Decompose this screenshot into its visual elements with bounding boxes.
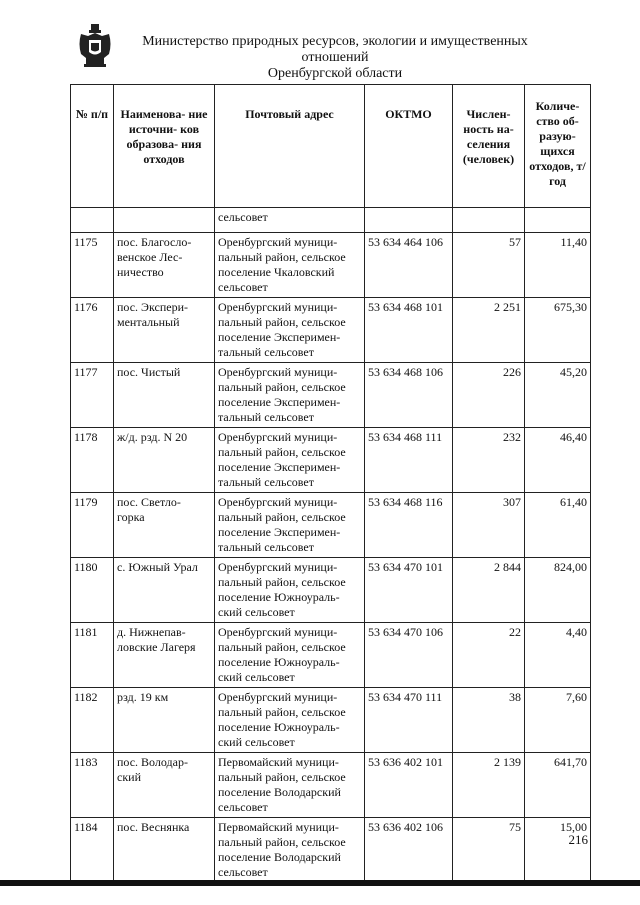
cell-source-name: пос. Светло- горка xyxy=(114,493,215,558)
col-header-address: Почтовый адрес xyxy=(215,85,365,208)
header-ministry-line: Министерство природных ресурсов, экологии и имущественных отношений xyxy=(142,34,528,65)
cell-waste: 4,40 xyxy=(525,623,591,688)
col-header-waste: Количе- ство об- разую- щихся отходов, т/год xyxy=(525,85,591,208)
cell-oktmo: 53 634 468 101 xyxy=(365,298,453,363)
cell-population: 2 844 xyxy=(453,558,525,623)
table-row xyxy=(71,818,591,883)
cell-waste: 7,60 xyxy=(525,688,591,753)
cell-address: Оренбургский муници- пальный район, сельское поселение Эксперимен- тальный сельсовет xyxy=(215,298,365,363)
cell-address: Оренбургский муници- пальный район, сельское поселение Эксперимен- тальный сельсовет xyxy=(215,493,365,558)
cell-population: 307 xyxy=(453,493,525,558)
cell-oktmo: 53 634 464 106 xyxy=(365,233,453,298)
table-row xyxy=(71,493,591,558)
table-row xyxy=(71,558,591,623)
cell-waste: 15,00 xyxy=(525,818,591,883)
col-header-population: Числен- ность на- селения (человек) xyxy=(453,85,525,208)
cell-number: 1182 xyxy=(71,688,114,753)
cell-oktmo: 53 636 402 101 xyxy=(365,753,453,818)
cell-source-name: пос. Чистый xyxy=(114,363,215,428)
cell-number: 1177 xyxy=(71,363,114,428)
cell-source-name: пос. Володар- ский xyxy=(114,753,215,818)
coat-of-arms-icon xyxy=(78,24,112,68)
table-row xyxy=(71,753,591,818)
table-row xyxy=(71,298,591,363)
cell-address: Оренбургский муници- пальный район, сельское поселение Южноураль- ский сельсовет xyxy=(215,558,365,623)
table-row xyxy=(71,428,591,493)
cell-number: 1175 xyxy=(71,233,114,298)
cell-number: 1181 xyxy=(71,623,114,688)
header-region-line: Оренбургской области xyxy=(267,66,403,81)
cell-number: 1183 xyxy=(71,753,114,818)
cell-oktmo: 53 634 468 116 xyxy=(365,493,453,558)
cell-waste: 45,20 xyxy=(525,363,591,428)
cell-population: 2 251 xyxy=(453,298,525,363)
cell-oktmo: 53 634 468 111 xyxy=(365,428,453,493)
cell-address: Оренбургский муници- пальный район, сельское поселение Эксперимен- тальный сельсовет xyxy=(215,428,365,493)
cell-oktmo: 53 634 470 101 xyxy=(365,558,453,623)
cell-population: 232 xyxy=(453,428,525,493)
table-row xyxy=(71,363,591,428)
cell-source-name: д. Нижнепав- ловские Лагеря xyxy=(114,623,215,688)
cell-source-name: пос. Веснянка xyxy=(114,818,215,883)
table-row xyxy=(71,233,591,298)
cell-population: 75 xyxy=(453,818,525,883)
cell-waste: 11,40 xyxy=(525,233,591,298)
cell-address: Оренбургский муници- пальный район, сельское поселение Эксперимен- тальный сельсовет xyxy=(215,363,365,428)
cell-oktmo: 53 634 470 111 xyxy=(365,688,453,753)
cell-population: 226 xyxy=(453,363,525,428)
cell-address: Первомайский муници- пальный район, сельское поселение Володарский сельсовет xyxy=(215,753,365,818)
cell-population: 2 139 xyxy=(453,753,525,818)
table-row xyxy=(71,623,591,688)
cell-population: 38 xyxy=(453,688,525,753)
cell-waste: 61,40 xyxy=(525,493,591,558)
cell-waste: 641,70 xyxy=(525,753,591,818)
cell-number: 1178 xyxy=(71,428,114,493)
cell-population: 57 xyxy=(453,233,525,298)
cell-source-name: ж/д. рзд. N 20 xyxy=(114,428,215,493)
carry-over-text: сельсовет xyxy=(215,208,365,233)
cell-population: 22 xyxy=(453,623,525,688)
col-header-oktmo: ОКТМО xyxy=(365,85,453,208)
cell-source-name: пос. Экспери- ментальный xyxy=(114,298,215,363)
table-header-row xyxy=(71,85,591,208)
cell-address: Первомайский муници- пальный район, сельское поселение Володарский сельсовет xyxy=(215,818,365,883)
col-header-number: № п/п xyxy=(71,85,114,208)
waste-sources-table xyxy=(70,84,591,883)
cell-waste: 824,00 xyxy=(525,558,591,623)
cell-address: Оренбургский муници- пальный район, сельское поселение Южноураль- ский сельсовет xyxy=(215,688,365,753)
cell-waste: 46,40 xyxy=(525,428,591,493)
cell-waste: 675,30 xyxy=(525,298,591,363)
cell-source-name: пос. Благосло- венское Лес- ничество xyxy=(114,233,215,298)
cell-number: 1179 xyxy=(71,493,114,558)
table-row xyxy=(71,688,591,753)
col-header-source-name: Наименова- ние источни- ков образова- ния отходов xyxy=(114,85,215,208)
cell-oktmo: 53 634 468 106 xyxy=(365,363,453,428)
document-header xyxy=(120,34,550,82)
page-number: 216 xyxy=(568,832,588,847)
cell-number: 1184 xyxy=(71,818,114,883)
cell-number: 1176 xyxy=(71,298,114,363)
cell-number: 1180 xyxy=(71,558,114,623)
cell-address: Оренбургский муници- пальный район, сельское поселение Южноураль- ский сельсовет xyxy=(215,623,365,688)
cell-oktmo: 53 634 470 106 xyxy=(365,623,453,688)
carry-over-row xyxy=(71,208,591,233)
cell-source-name: рзд. 19 км xyxy=(114,688,215,753)
cell-source-name: с. Южный Урал xyxy=(114,558,215,623)
cell-oktmo: 53 636 402 106 xyxy=(365,818,453,883)
bottom-rule xyxy=(0,880,640,886)
cell-address: Оренбургский муници- пальный район, сельское поселение Чкаловский сельсовет xyxy=(215,233,365,298)
